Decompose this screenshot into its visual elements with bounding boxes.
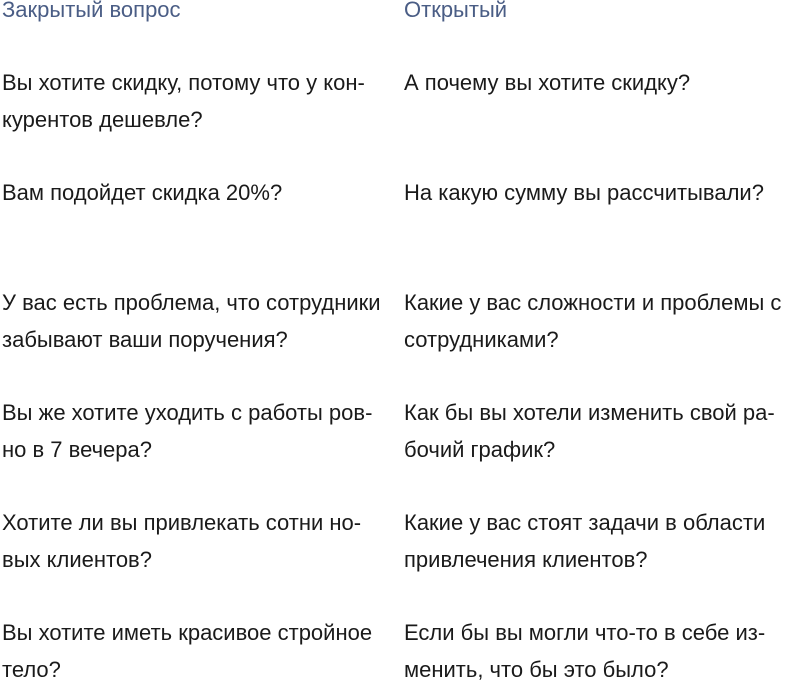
open-question-line: бочий график? [404, 437, 556, 462]
open-question-cell [404, 64, 788, 101]
closed-question-cell [2, 284, 394, 358]
closed-question-line: Вам подойдет скидка 20%? [2, 180, 283, 205]
closed-question-cell [2, 394, 394, 468]
closed-question-line: вых клиентов? [2, 547, 152, 572]
open-question-cell [404, 284, 788, 358]
open-question-line: На какую сумму вы рассчитывали? [404, 180, 764, 205]
closed-question-cell [2, 64, 394, 138]
closed-question-line: Вы хотите иметь красивое стройное [2, 620, 373, 645]
open-question-line: Какие у вас сложности и проблемы с [404, 290, 782, 315]
closed-question-line: У вас есть проблема, что сотрудники [2, 290, 381, 315]
open-question-line: Как бы вы хотели изменить свой ра- [404, 400, 775, 425]
open-question-line: сотрудниками? [404, 327, 559, 352]
closed-question-cell [2, 174, 394, 211]
closed-question-line: забывают ваши поручения? [2, 327, 288, 352]
closed-question-line: Вы же хотите уходить с работы ров- [2, 400, 373, 425]
closed-question-line: тело? [2, 657, 61, 682]
open-question-line: А почему вы хотите скидку? [404, 70, 691, 95]
closed-question-line: курентов дешевле? [2, 107, 203, 132]
open-question-cell [404, 504, 788, 578]
closed-question-line: но в 7 вечера? [2, 437, 152, 462]
open-question-cell [404, 394, 788, 468]
closed-question-line: Вы хотите скидку, потому что у кон- [2, 70, 365, 95]
closed-question-cell [2, 614, 394, 688]
open-question-line: привлечения клиентов? [404, 547, 648, 572]
open-question-line: Если бы вы могли что-то в себе из- [404, 620, 766, 645]
closed-question-cell [2, 504, 394, 578]
closed-question-header: Закрытый вопрос [2, 0, 181, 22]
open-question-cell [404, 174, 788, 211]
open-question-line: Какие у вас стоят задачи в области [404, 510, 766, 535]
open-question-header: Открытый [404, 0, 508, 22]
closed-question-line: Хотите ли вы привлекать сотни но- [2, 510, 362, 535]
open-question-line: менить, что бы это было? [404, 657, 669, 682]
open-question-cell [404, 614, 788, 688]
